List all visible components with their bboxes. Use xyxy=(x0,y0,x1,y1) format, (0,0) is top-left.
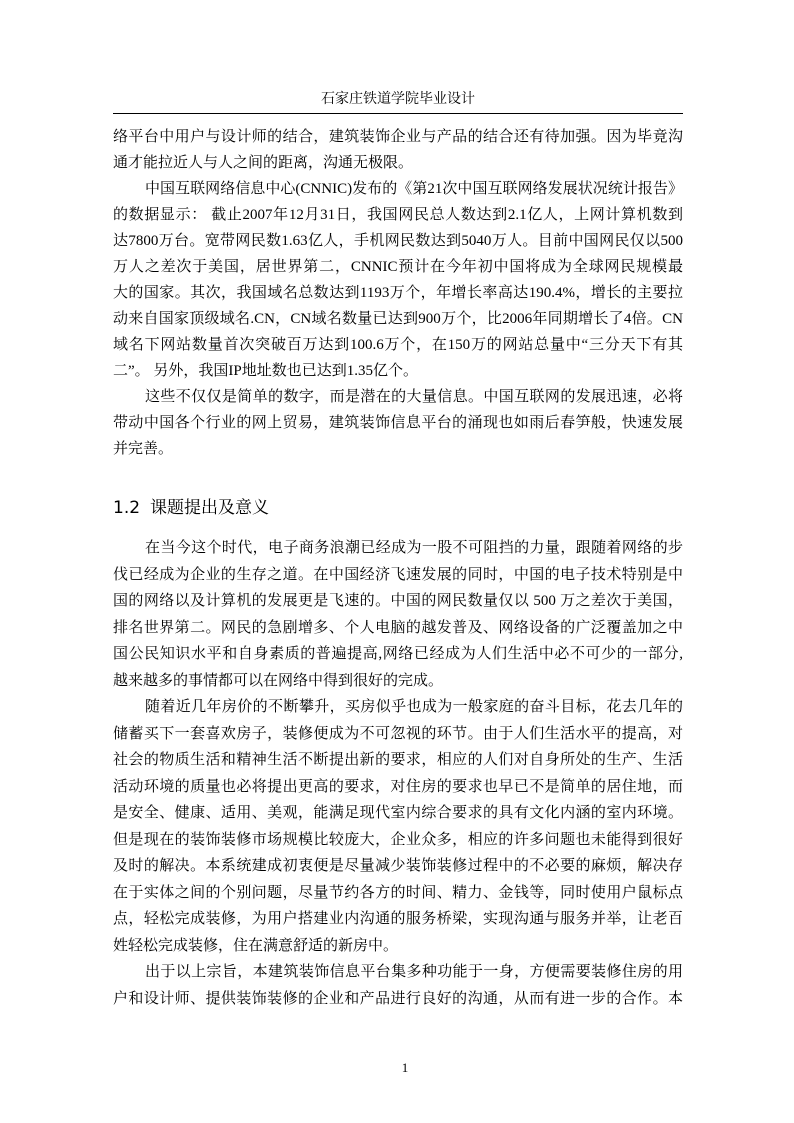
body-line: 动来自国家顶级域名.CN，CN域名数量已达到900万个，比2006年同期增长了4倍。CN xyxy=(113,311,683,327)
body-line: 在当今这个时代，电子商务浪潮已经成为一股不可阻挡的力量，跟随着网络的步 xyxy=(145,540,683,556)
body-line: 是安全、健康、适用、美观，能满足现代室内综合要求的具有文化内涵的室内环境。 xyxy=(113,805,683,821)
body-line: 万人之差次于美国，居世界第二，CNNIC预计在今年初中国将成为全球网民规模最 xyxy=(113,259,683,275)
body-line: 二”。 另外，我国IP地址数也已达到1.35亿个。 xyxy=(113,363,418,379)
body-line: 国的网络以及计算机的发展更是飞速的。中国的网民数量仅以 500 万之差次于美国， xyxy=(113,593,683,609)
body-line: 社会的物质生活和精神生活不断提出新的要求，相应的人们对自身所处的生产、生活 xyxy=(113,752,683,768)
header-rule xyxy=(113,113,683,114)
body-line: 随着近几年房价的不断攀升，买房似乎也成为一般家庭的奋斗目标，花去几年的 xyxy=(145,699,683,715)
body-line: 排名世界第二。网民的急剧增多、个人电脑的越发普及、网络设备的广泛覆盖加之中 xyxy=(113,619,683,636)
body-line: 点，轻松完成装修，为用户搭建业内沟通的服务桥梁，实现沟通与服务并举，让老百 xyxy=(113,911,683,927)
body-line: 域名下网站数量首次突破百万达到100.6万个，在150万的网站总量中“三分天下有其 xyxy=(113,337,683,353)
body-line: 伐已经成为企业的生存之道。在中国经济飞速发展的同时，中国的电子技术特别是中 xyxy=(113,566,683,583)
body-line: 但是现在的装饰装修市场规模比较庞大，企业众多，相应的许多问题也未能得到很好 xyxy=(113,831,683,848)
body-line: 中国互联网络信息中心(CNNIC)发布的《第21次中国互联网络发展状况统计报告》 xyxy=(145,181,683,197)
body-line: 国公民知识水平和自身素质的普遍提高,网络已经成为人们生活中必不可少的一部分, xyxy=(113,646,683,662)
body-line: 出于以上宗旨，本建筑装饰信息平台集多种功能于一身，方便需要装修住房的用 xyxy=(145,964,683,980)
body-line: 并完善。 xyxy=(113,441,174,457)
page-header-title: 石家庄铁道学院毕业设计 xyxy=(321,92,475,107)
section-number: 1.2 xyxy=(113,498,141,518)
body-line: 越来越多的事情都可以在网络中得到很好的完成。 xyxy=(113,672,444,689)
body-line: 带动中国各个行业的网上贸易，建筑装饰信息平台的涌现也如雨后春笋般，快速发展 xyxy=(113,415,683,431)
body-line: 姓轻松完成装修，住在满意舒适的新房中。 xyxy=(113,937,399,954)
body-line: 达7800万台。宽带网民数1.63亿人，手机网民数达到5040万人。目前中国网民仅以500 xyxy=(113,233,683,249)
body-line: 活动环境的质量也必将提出更高的要求，对住房的要求也早已不是简单的居住地，而 xyxy=(113,778,683,795)
body-line: 户和设计师、提供装饰装修的企业和产品进行良好的沟通，从而有进一步的合作。本 xyxy=(113,990,683,1007)
body-line: 通才能拉近人与人之间的距离，沟通无极限。 xyxy=(113,155,414,171)
body-line: 这些不仅仅是简单的数字，而是潜在的大量信息。中国互联网的发展迅速，必将 xyxy=(145,389,683,405)
page-number: 1 xyxy=(401,1060,409,1075)
body-line: 在于实体之间的个别问题，尽量节约各方的时间、精力、金钱等，同时使用户鼠标点 xyxy=(113,884,683,901)
section-title: 课题提出及意义 xyxy=(150,498,270,518)
body-line: 的数据显示： 截止2007年12月31日，我国网民总人数达到2.1亿人，上网计算机数到 xyxy=(113,207,683,223)
body-line: 大的国家。其次，我国域名总数达到1193万个，年增长率高达190.4%，增长的主要拉 xyxy=(113,285,683,301)
body-line: 储蓄买下一套喜欢房子，装修便成为不可忽视的环节。由于人们生活水平的提高，对 xyxy=(113,725,683,742)
section-heading xyxy=(113,497,683,519)
body-line: 及时的解决。本系统建成初衷便是尽量减少装饰装修过程中的不必要的麻烦，解决存 xyxy=(113,858,683,874)
body-line: 络平台中用户与设计师的结合，建筑装饰企业与产品的结合还有待加强。因为毕竟沟 xyxy=(113,129,683,145)
